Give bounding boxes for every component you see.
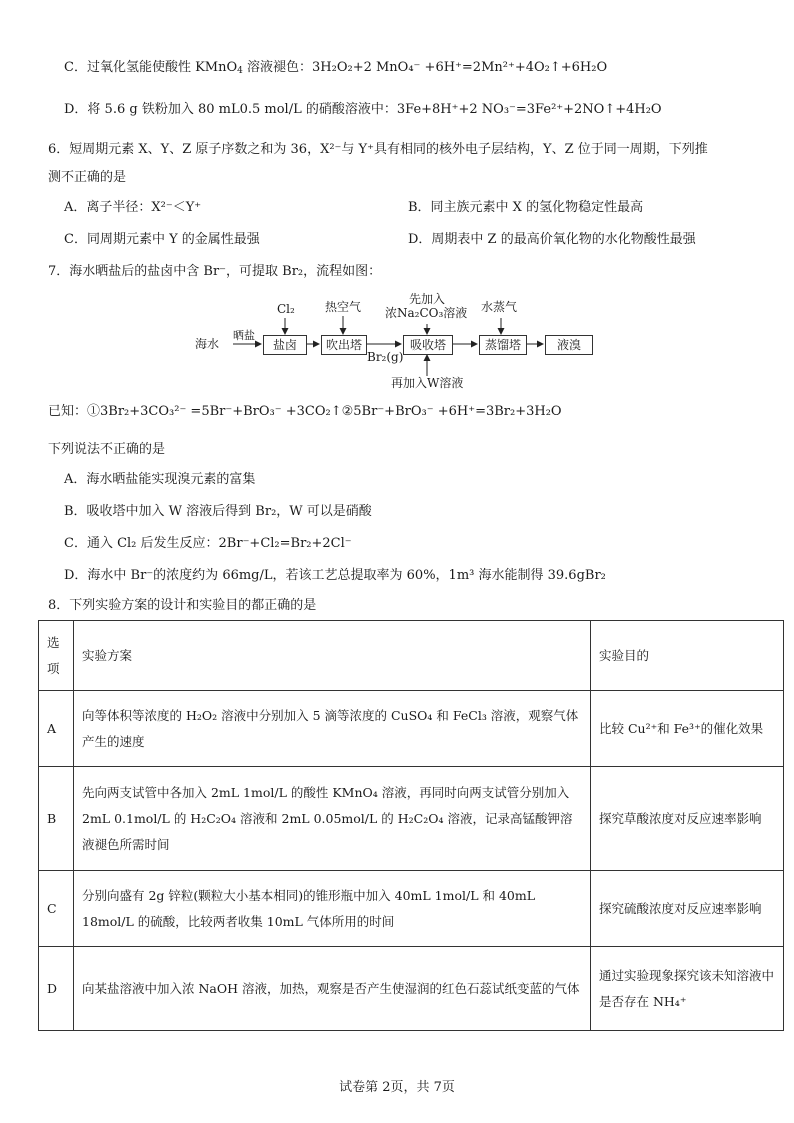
q8-experiment-table (38, 620, 784, 1031)
q5-c-sub: 4 (237, 66, 243, 76)
row-goal: 探究草酸浓度对反应速率影响 (591, 767, 784, 871)
q5-option-d: D．将 5.6 g 铁粉加入 80 mL0.5 mol/L 的硝酸溶液中：3Fe+8H⁺+2 NO₃⁻=3Fe²⁺+2NO↑+4H₂O (64, 102, 662, 117)
flow-start: 海水 (195, 337, 220, 351)
q5-d-equation: 3Fe+8H⁺+2 NO₃⁻=3Fe²⁺+2NO↑+4H₂O (396, 102, 662, 117)
q6-options-ab (64, 198, 754, 218)
flow-box-blowout-tower: 吹出塔 (321, 335, 367, 355)
q7-option-a: A．海水晒盐能实现溴元素的富集 (64, 472, 256, 487)
row-plan: 向等体积等浓度的 H₂O₂ 溶液中分别加入 5 滴等浓度的 CuSO₄ 和 FeCl₃ 溶液，观察气体产生的速度 (74, 691, 591, 767)
header-option: 选项 (39, 621, 74, 691)
q6-option-d: D．周期表中 Z 的最高价氧化物的水化物酸性最强 (408, 232, 696, 247)
row-goal: 通过实验现象探究该未知溶液中是否存在 NH₄⁺ (591, 947, 784, 1031)
flow-box-brine: 盐卤 (263, 335, 307, 355)
row-plan: 先向两支试管中各加入 2mL 1mol/L 的酸性 KMnO₄ 溶液，再同时向两支试管分别加入 2mL 0.1mol/L 的 H₂C₂O₄ 溶液和 2mL 0.05mol/L 的 H₂C₂O₄ 溶液，记录高锰酸钾溶液褪色所需时间 (74, 767, 591, 871)
row-goal: 比较 Cu²⁺和 Fe³⁺的催化效果 (591, 691, 784, 767)
flow-box-distillation-tower: 蒸馏塔 (479, 335, 527, 355)
q7-ask: 下列说法不正确的是 (48, 442, 166, 457)
flow-box-absorption-tower: 吸收塔 (403, 335, 453, 355)
header-plan: 实验方案 (74, 621, 591, 691)
q6-option-b: B．同主族元素中 X 的氢化物稳定性最高 (408, 200, 644, 215)
q7-option-b: B．吸收塔中加入 W 溶液后得到 Br₂，W 可以是硝酸 (64, 504, 372, 519)
flow-input-w-solution: 再加入W溶液 (391, 376, 464, 390)
row-plan: 分别向盛有 2g 锌粒(颗粒大小基本相同)的锥形瓶中加入 40mL 1mol/L 和 40mL 18mol/L 的硫酸，比较两者收集 10mL 气体所用的时间 (74, 871, 591, 947)
q7-option-d: D．海水中 Br⁻的浓度约为 66mg/L，若该工艺总提取率为 60%，1m³ 海水能制得 39.6gBr₂ (64, 568, 606, 583)
header-goal: 实验目的 (591, 621, 784, 691)
flow-input-hot-air: 热空气 (325, 300, 362, 314)
q8-stem: 8．下列实验方案的设计和实验目的都正确的是 (48, 598, 317, 613)
table-row (39, 871, 784, 947)
table-row (39, 691, 784, 767)
q7-flow-diagram (195, 292, 605, 392)
page-footer: 试卷第 2页，共 7页 (339, 1080, 455, 1095)
flow-input-na2co3: 浓Na₂CO₃溶液 (385, 306, 468, 320)
q5-option-c: C．过氧化氢能使酸性 KMnO4 溶液褪色：3H₂O₂+2 MnO₄⁻ +6H⁺=2Mn²⁺+4O₂↑+6H₂O (64, 60, 608, 76)
row-option: D (39, 947, 74, 1031)
q6-option-c: C．同周期元素中 Y 的金属性最强 (64, 232, 260, 247)
flow-label-br2-gas: Br₂(g) (367, 350, 404, 364)
q7-option-c: C．通入 Cl₂ 后发生反应：2Br⁻+Cl₂=Br₂+2Cl⁻ (64, 536, 352, 551)
flow-input-first: 先加入 (409, 292, 446, 306)
flow-input-cl2: Cl₂ (277, 302, 295, 316)
q5-c-equation: 3H₂O₂+2 MnO₄⁻ +6H⁺=2Mn²⁺+4O₂↑+6H₂O (312, 60, 608, 75)
flow-input-steam: 水蒸气 (481, 300, 518, 314)
q7-known-equations: 已知：①3Br₂+3CO₃²⁻ =5Br⁻+BrO₃⁻ +3CO₂↑②5Br⁻+BrO₃⁻ +6H⁺=3Br₂+3H₂O (48, 404, 562, 419)
table-row (39, 767, 784, 871)
row-option: A (39, 691, 74, 767)
table-header-row (39, 621, 784, 691)
q6-stem-line1: 6．短周期元素 X、Y、Z 原子序数之和为 36，X²⁻与 Y⁺具有相同的核外电子层结构，Y、Z 位于同一周期，下列推 (48, 142, 708, 157)
row-plan: 向某盐溶液中加入浓 NaOH 溶液，加热，观察是否产生使湿润的红色石蕊试纸变蓝的气体 (74, 947, 591, 1031)
q6-stem-line2: 测不正确的是 (48, 170, 127, 185)
q6-option-a: A．离子半径：X²⁻＜Y⁺ (64, 200, 202, 215)
table-row (39, 947, 784, 1031)
q7-stem: 7．海水晒盐后的盐卤中含 Br⁻，可提取 Br₂，流程如图： (48, 264, 382, 279)
row-option: B (39, 767, 74, 871)
row-goal: 探究硫酸浓度对反应速率影响 (591, 871, 784, 947)
q6-options-cd (64, 230, 754, 250)
row-option: C (39, 871, 74, 947)
flow-step0: 晒盐 (233, 329, 255, 342)
flow-box-liquid-bromine: 液溴 (545, 335, 593, 355)
